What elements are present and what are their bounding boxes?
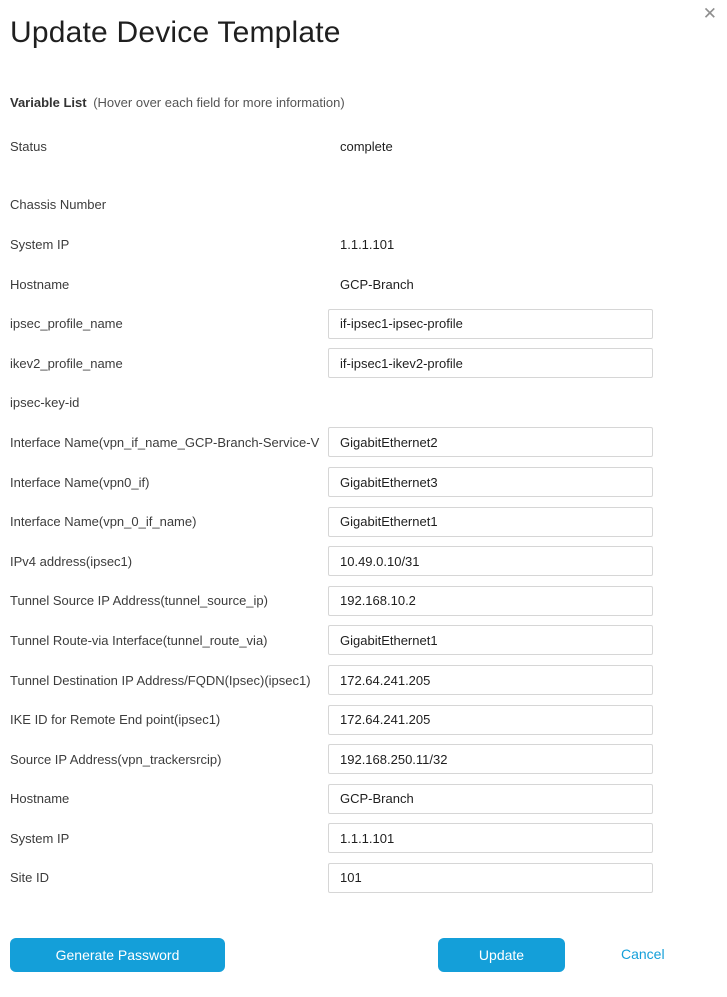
variable-row bbox=[0, 423, 727, 463]
field-input[interactable] bbox=[328, 625, 653, 655]
dialog-title: Update Device Template bbox=[10, 16, 341, 49]
field-input[interactable] bbox=[328, 309, 653, 339]
field-label: Site ID bbox=[10, 870, 50, 886]
field-input[interactable] bbox=[328, 467, 653, 497]
dialog-footer bbox=[0, 938, 727, 972]
variable-row bbox=[0, 541, 727, 581]
field-input[interactable] bbox=[328, 546, 653, 576]
field-label: Hostname bbox=[10, 276, 70, 292]
variable-row bbox=[0, 127, 727, 167]
field-value: GCP-Branch bbox=[340, 276, 414, 292]
field-label: Tunnel Route-via Interface(tunnel_route_via) bbox=[10, 632, 268, 648]
field-label: Interface Name(vpn_0_if_name) bbox=[10, 514, 197, 530]
field-input[interactable] bbox=[328, 705, 653, 735]
variable-list-title: Variable List bbox=[10, 94, 87, 110]
generate-password-button[interactable]: Generate Password bbox=[10, 938, 225, 972]
field-label: Interface Name(vpn_if_name_GCP-Branch-Service-V bbox=[10, 434, 320, 450]
field-input[interactable] bbox=[328, 784, 653, 814]
variable-row bbox=[0, 779, 727, 819]
variable-row bbox=[0, 502, 727, 542]
variable-row bbox=[0, 700, 727, 740]
field-input[interactable] bbox=[328, 586, 653, 616]
variable-row bbox=[0, 739, 727, 779]
field-input[interactable] bbox=[328, 744, 653, 774]
field-label: System IP bbox=[10, 830, 70, 846]
field-label: Tunnel Source IP Address(tunnel_source_ip) bbox=[10, 593, 268, 609]
field-value: 1.1.1.101 bbox=[340, 236, 395, 252]
field-input[interactable] bbox=[328, 348, 653, 378]
variable-row bbox=[0, 462, 727, 502]
field-label: ipsec-key-id bbox=[10, 395, 80, 411]
field-input[interactable] bbox=[328, 665, 653, 695]
field-label: IKE ID for Remote End point(ipsec1) bbox=[10, 712, 221, 728]
variable-row bbox=[0, 343, 727, 383]
variable-row bbox=[0, 225, 727, 265]
variable-row bbox=[0, 660, 727, 700]
field-label: ipsec_profile_name bbox=[10, 316, 123, 332]
field-label: Tunnel Destination IP Address/FQDN(Ipsec)(ipsec1) bbox=[10, 672, 311, 688]
update-button[interactable]: Update bbox=[438, 938, 565, 972]
field-value: complete bbox=[340, 138, 393, 154]
close-icon[interactable]: ✕ bbox=[702, 4, 717, 23]
field-label: Status bbox=[10, 138, 47, 154]
variable-row bbox=[0, 581, 727, 621]
variable-row bbox=[0, 264, 727, 304]
field-input[interactable] bbox=[328, 863, 653, 893]
field-label: Source IP Address(vpn_trackersrcip) bbox=[10, 751, 222, 767]
variable-row bbox=[0, 858, 727, 898]
field-label: System IP bbox=[10, 236, 70, 252]
variable-list-header bbox=[10, 95, 717, 110]
variable-list-hint: (Hover over each field for more information) bbox=[93, 94, 345, 110]
field-label: Hostname bbox=[10, 791, 70, 807]
field-input[interactable] bbox=[328, 507, 653, 537]
field-input[interactable] bbox=[328, 823, 653, 853]
variable-row bbox=[0, 819, 727, 859]
cancel-link[interactable]: Cancel bbox=[621, 946, 665, 962]
field-label: IPv4 address(ipsec1) bbox=[10, 553, 133, 569]
field-input[interactable] bbox=[328, 427, 653, 457]
variable-row bbox=[0, 304, 727, 344]
variable-row bbox=[0, 185, 727, 225]
field-label: Chassis Number bbox=[10, 197, 107, 213]
variable-row bbox=[0, 383, 727, 423]
field-label: ikev2_profile_name bbox=[10, 355, 123, 371]
variable-row bbox=[0, 621, 727, 661]
variable-list bbox=[0, 127, 727, 898]
field-label: Interface Name(vpn0_if) bbox=[10, 474, 150, 490]
